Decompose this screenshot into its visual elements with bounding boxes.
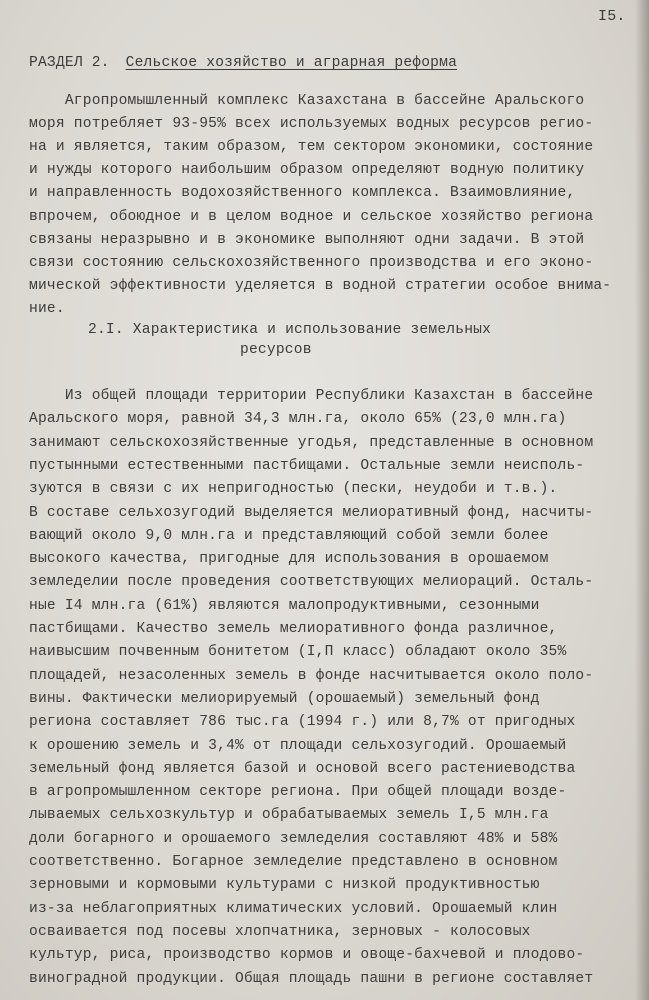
text-line: В составе сельхозугодий выделяется мелиоративный фонд, насчиты- <box>29 504 594 521</box>
text-line: пустынными естественными пастбищами. Остальные земли неисполь- <box>29 457 585 474</box>
text-line: ние. <box>29 300 65 317</box>
text-line: вины. Фактически мелиорируемый (орошаемый) земельный фонд <box>29 690 540 707</box>
text-line: наивысшим почвенным бонитетом (I,П класс) обладают около 35% <box>29 644 567 661</box>
text-line: Агропромышленный комплекс Казахстана в бассейне Аральского <box>29 93 585 109</box>
section-heading <box>29 55 457 71</box>
text-line: в агропромышленном секторе региона. При общей площади возде- <box>29 784 567 801</box>
subsection-heading-line-1: 2.I. Характеристика и использование земельных <box>88 322 492 338</box>
text-line: на и является, таким образом, тем сектором экономики, состояние <box>29 139 594 156</box>
text-line: из-за неблагоприятных климатических условий. Орошаемый клин <box>29 900 558 917</box>
text-line: моря потребляет 93-95% всех используемых водных ресурсов регио- <box>29 116 594 133</box>
page-edge-shadow <box>635 0 649 1000</box>
text-line: Из общей площади территории Республики Казахстан в бассейне <box>29 388 594 404</box>
text-line: региона составляет 786 тыс.га (1994 г.) или 8,7% от пригодных <box>29 714 576 731</box>
text-line: осваивается под посевы хлопчатника, зерновых - колосовых <box>29 923 531 940</box>
text-line: Аральского моря, равной 34,3 млн.га, около 65% (23,0 млн.га) <box>29 411 567 428</box>
text-line: доли богарного и орошаемого земледелия составляют 48% и 58% <box>29 830 558 847</box>
text-line: связи состоянию сельскохозяйственного производства и его эконо- <box>29 254 594 271</box>
text-line: ные I4 млн.га (61%) являются малопродуктивными, сезонными <box>29 597 540 614</box>
text-line: зуются в связи с их непригодностью (пески, неудоби и т.в.). <box>29 481 558 498</box>
text-line: земледелии после проведения соответствующих мелиораций. Осталь- <box>29 574 594 591</box>
text-line: земельный фонд является базой и основой всего растениеводства <box>29 760 576 777</box>
text-line: вающий около 9,0 млн.га и представляющий собой земли более <box>29 527 549 544</box>
text-line: высокого качества, пригодные для использования в орошаемом <box>29 551 549 568</box>
page-number: I5. <box>598 8 626 25</box>
text-line: площадей, незасоленных земель в фонде насчитывается около поло- <box>29 667 594 684</box>
text-line: зерновыми и кормовыми культурами с низкой продуктивностью <box>29 877 540 894</box>
text-line: и нужды которого наибольшим образом определяют водную политику <box>29 162 585 179</box>
subsection-heading-line-2: ресурсов <box>240 342 312 358</box>
text-line: пастбищами. Качество земель мелиоративного фонда различное, <box>29 621 558 637</box>
text-line: мической эффективности уделяется в водной стратегии особое внима- <box>29 277 612 294</box>
text-line: занимают сельскохозяйственные угодья, представленные в основном <box>29 434 594 451</box>
text-line: впрочем, обоюдное и в целом водное и сельское хозяйство региона <box>29 208 594 225</box>
text-line: культур, риса, производство кормов и овоще-бахчевой и плодово- <box>29 947 585 964</box>
text-line: связаны неразрывно и в экономике выполняют одни задачи. В этой <box>29 231 585 248</box>
section-title: Сельское хозяйство и аграрная реформа <box>125 55 458 71</box>
text-line: соответственно. Богарное земледелие представлено в основном <box>29 854 558 870</box>
section-label: РАЗДЕЛ 2. <box>29 55 110 71</box>
text-line: лываемых сельхозкультур и обрабатываемых земель I,5 млн.га <box>29 807 549 824</box>
text-line: к орошению земель и 3,4% от площади сельхозугодий. Орошаемый <box>29 737 567 754</box>
text-line: виноградной продукции. Общая площадь пашни в регионе составляет <box>29 970 594 987</box>
text-line: и направленность водохозяйственного комплекса. Взаимовлияние, <box>29 185 576 202</box>
